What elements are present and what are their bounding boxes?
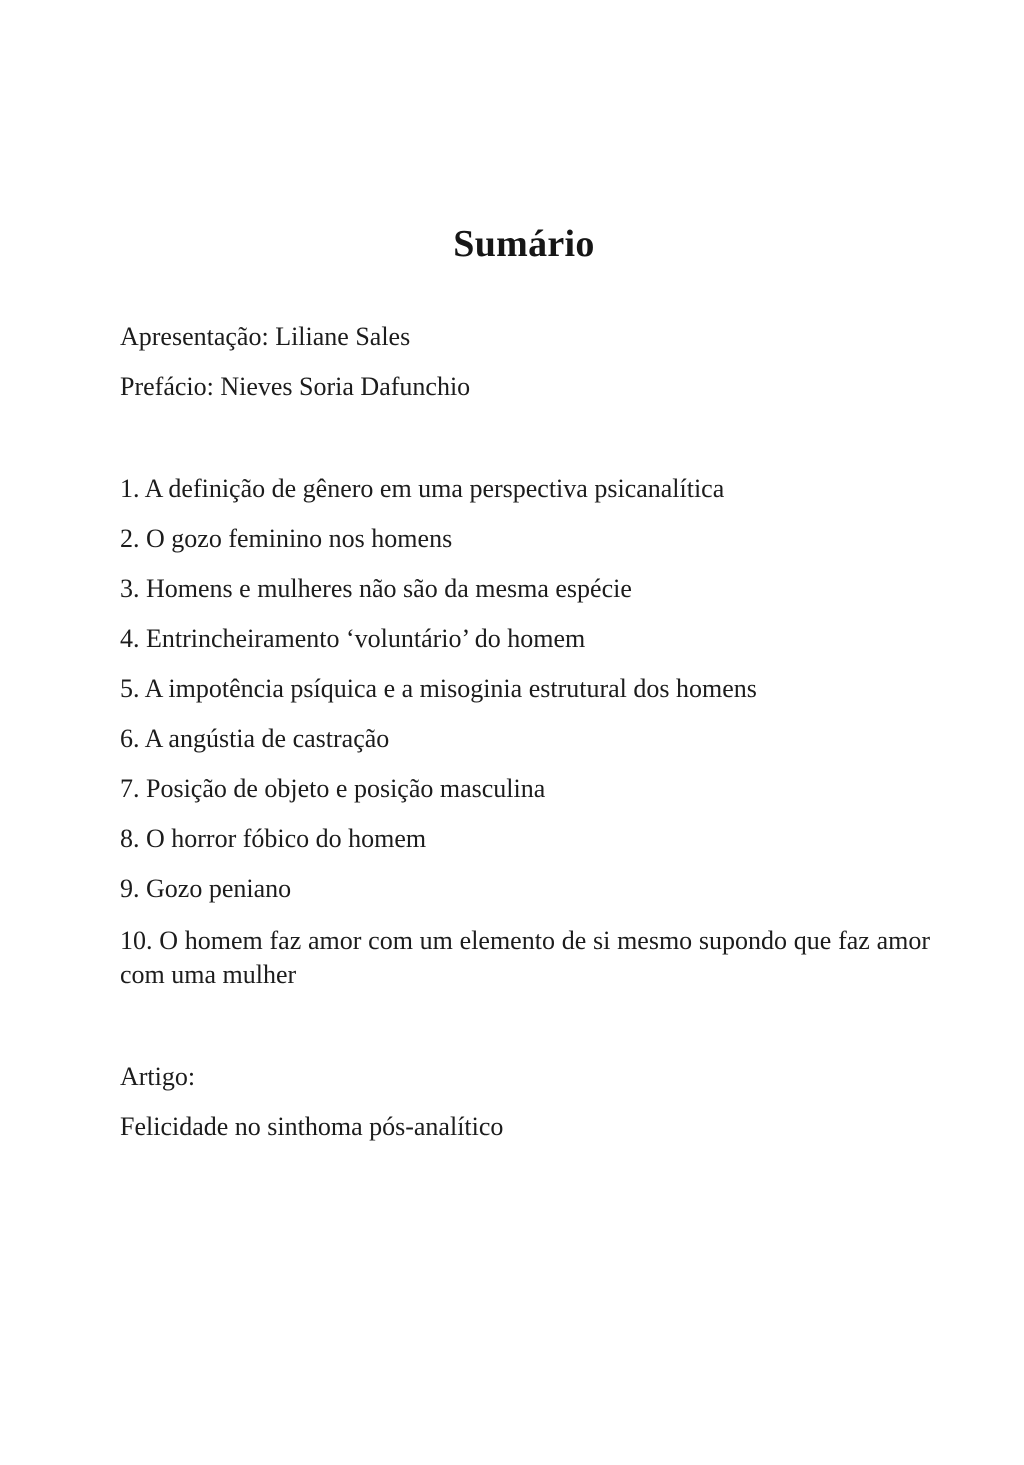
chapter-item: 10. O homem faz amor com um elemento de si mesmo supondo que faz amor com uma mulher [120,926,930,989]
front-matter [120,322,930,422]
chapter-item: 5. A impotência psíquica e a misoginia estrutural dos homens [120,674,757,703]
chapter-item: 8. O horror fóbico do homem [120,824,427,853]
chapter-item: 7. Posição de objeto e posição masculina [120,774,546,803]
chapter-item: 6. A angústia de castração [120,724,390,753]
article-heading: Artigo: [120,1062,196,1091]
front-matter-preface: Prefácio: Nieves Soria Dafunchio [120,372,471,401]
chapter-item: 1. A definição de gênero em uma perspectiva psicanalítica [120,474,725,503]
article-section [120,1062,930,1162]
chapter-item: 4. Entrincheiramento ‘voluntário’ do homem [120,624,586,653]
chapter-item: 3. Homens e mulheres não são da mesma espécie [120,574,632,603]
chapter-item: 2. O gozo feminino nos homens [120,524,453,553]
page-title: Sumário [453,223,595,265]
chapter-list [120,474,930,1012]
front-matter-presentation: Apresentação: Liliane Sales [120,322,411,351]
article-item: Felicidade no sinthoma pós-analítico [120,1112,504,1141]
chapter-item: 9. Gozo peniano [120,874,292,903]
